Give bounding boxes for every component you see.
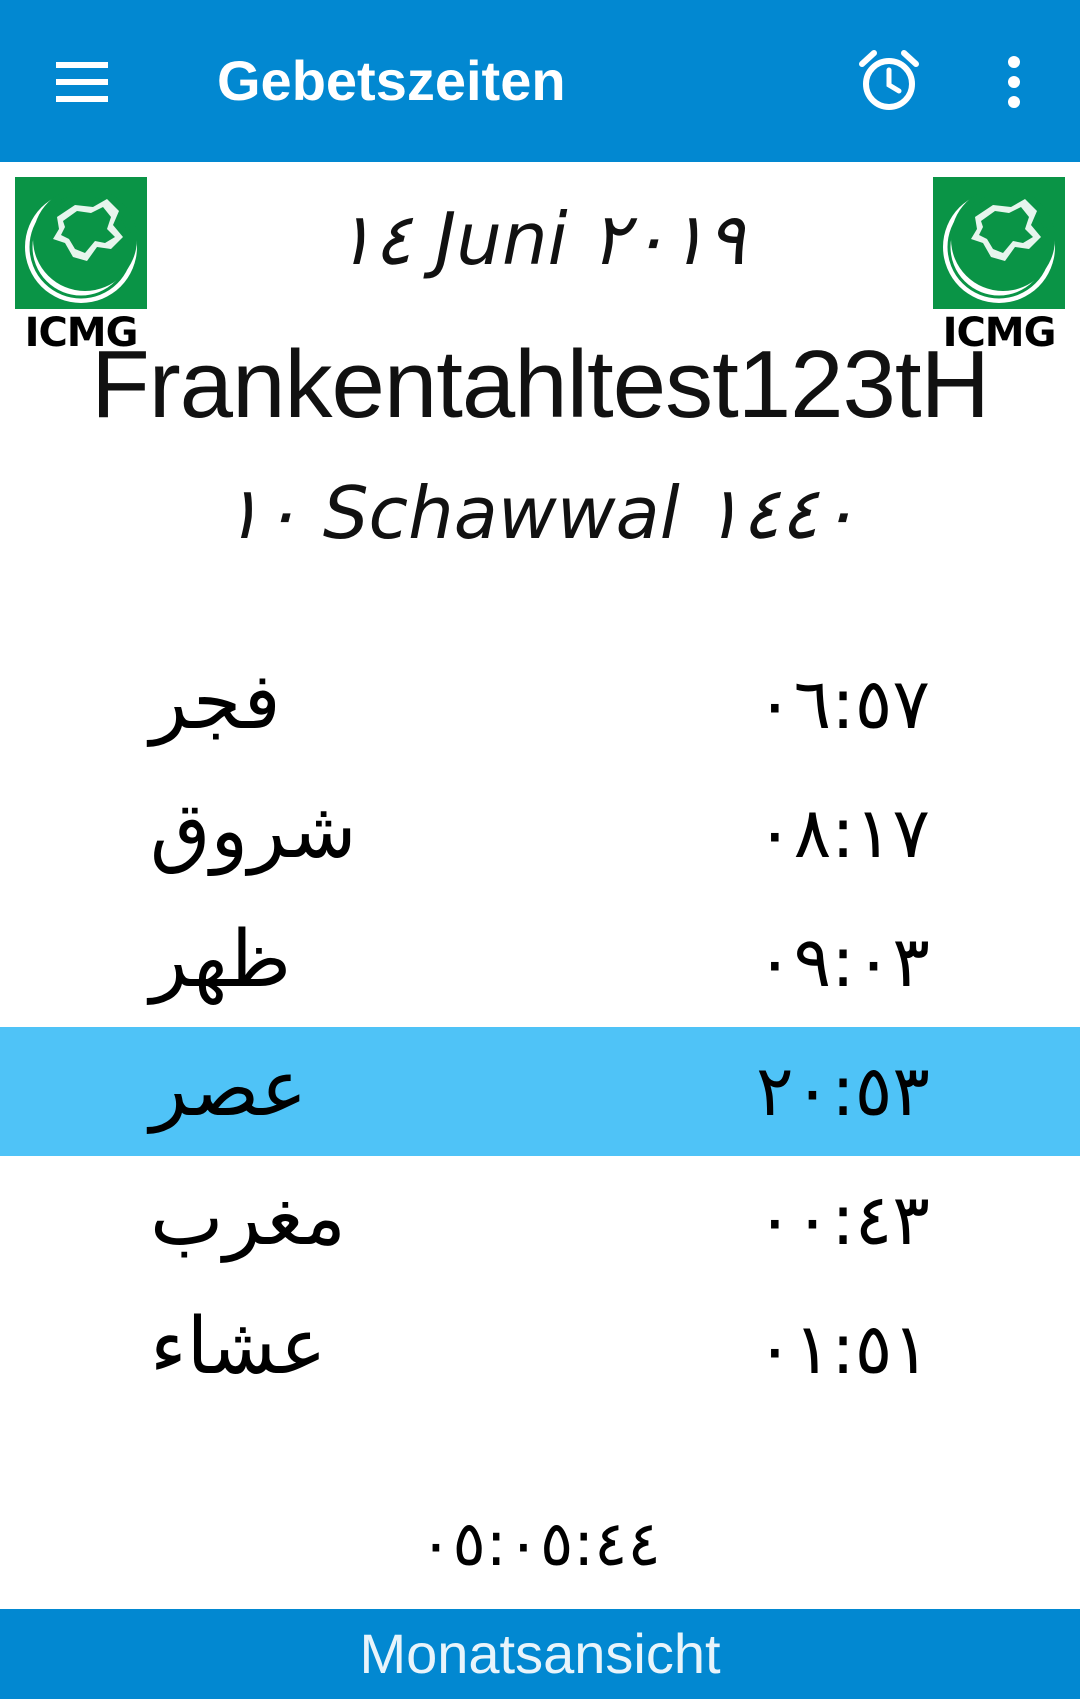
- icmg-logo-text: ICMG: [942, 310, 1056, 356]
- hijri-date: ١٠ Schawwal ١٤٤٠: [222, 471, 858, 555]
- prayer-time: ٠٨:١٧: [756, 792, 930, 874]
- prayer-time: ٠٦:٥٧: [756, 663, 930, 745]
- month-view-button[interactable]: [0, 1609, 1080, 1699]
- app-bar: [0, 0, 1080, 162]
- prayer-row-isha: [0, 1285, 1080, 1414]
- icmg-logo-text: ICMG: [24, 310, 138, 356]
- prayer-name: شروق: [150, 786, 357, 876]
- month-view-label: Monatsansicht: [359, 1622, 721, 1685]
- app-title: Gebetszeiten: [217, 49, 566, 112]
- alarm-clock-icon[interactable]: [856, 48, 922, 114]
- prayer-time: ٠١:٥١: [756, 1308, 930, 1390]
- prayer-time: ٠٠:٤٣: [756, 1179, 930, 1261]
- prayer-name: مغرب: [150, 1173, 346, 1263]
- countdown-timer: ٠٥:٠٥:٤٤: [419, 1507, 661, 1580]
- prayer-name: عشاء: [150, 1302, 327, 1392]
- prayer-name: عصر: [150, 1044, 308, 1134]
- prayer-times-list: [0, 640, 1080, 1414]
- prayer-time: ٢٠:٥٣: [756, 1050, 930, 1132]
- hamburger-icon[interactable]: [52, 52, 112, 112]
- prayer-row-asr-current: [0, 1027, 1080, 1156]
- prayer-row-shuruq: [0, 769, 1080, 898]
- prayer-name: فجر: [150, 657, 281, 747]
- city-name: Frankentahltest123tH: [91, 331, 989, 438]
- gregorian-date: ١٤ Juni ٢٠١٩: [334, 197, 746, 281]
- prayer-row-dhuhr: [0, 898, 1080, 1027]
- more-vertical-icon[interactable]: [998, 52, 1030, 112]
- prayer-time: ٠٩:٠٣: [756, 921, 930, 1003]
- prayer-row-maghrib: [0, 1156, 1080, 1285]
- prayer-row-fajr: [0, 640, 1080, 769]
- prayer-name: ظهر: [150, 915, 292, 1005]
